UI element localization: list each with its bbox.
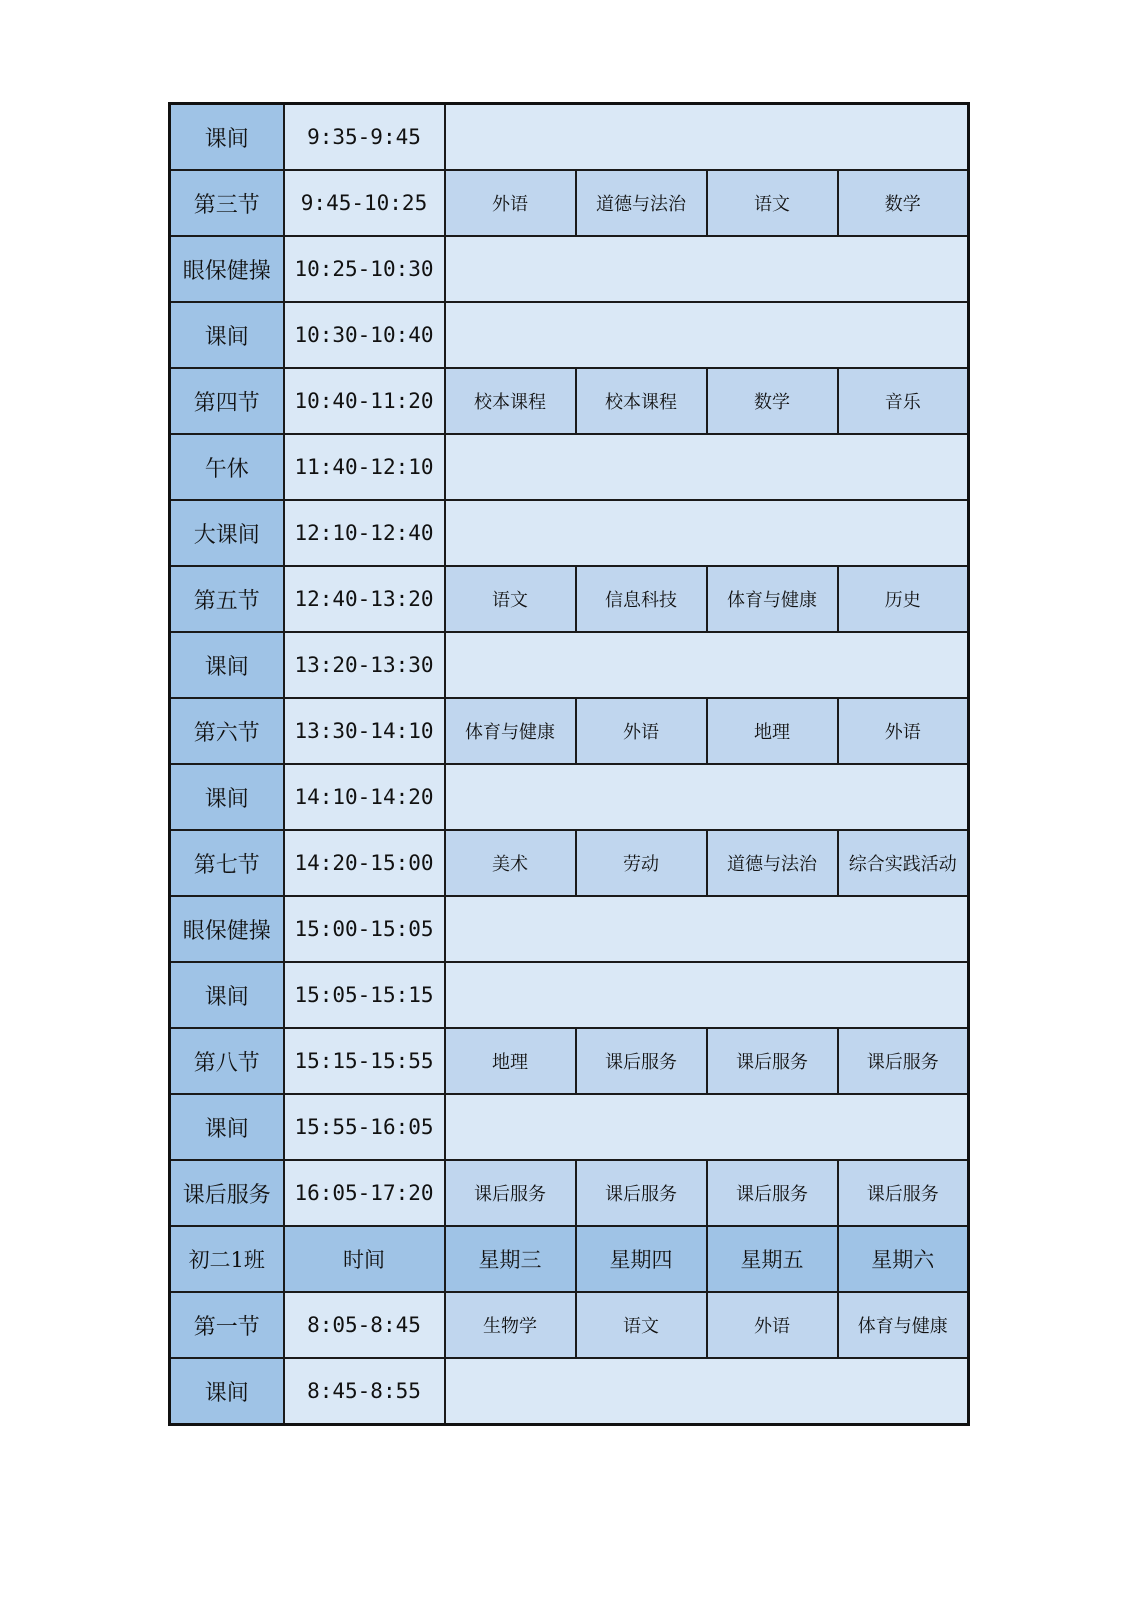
subject-cell: 美术 [445, 830, 576, 896]
subject-cell: 道德与法治 [576, 170, 707, 236]
break-cell [445, 632, 969, 698]
break-cell [445, 1094, 969, 1160]
period-label: 第七节 [170, 830, 284, 896]
period-time: 14:10-14:20 [284, 764, 445, 830]
period-time: 10:25-10:30 [284, 236, 445, 302]
schedule-row [170, 368, 969, 434]
break-cell [445, 764, 969, 830]
period-label: 眼保健操 [170, 896, 284, 962]
period-label: 第一节 [170, 1292, 284, 1358]
subject-cell: 地理 [445, 1028, 576, 1094]
schedule-row [170, 104, 969, 171]
period-label: 第八节 [170, 1028, 284, 1094]
period-time: 13:20-13:30 [284, 632, 445, 698]
subject-cell: 语文 [707, 170, 838, 236]
subject-cell: 课后服务 [576, 1160, 707, 1226]
schedule-header-row [170, 1226, 969, 1292]
period-time: 15:15-15:55 [284, 1028, 445, 1094]
period-time: 8:05-8:45 [284, 1292, 445, 1358]
schedule-row [170, 1160, 969, 1226]
subject-cell: 校本课程 [576, 368, 707, 434]
subject-cell: 语文 [576, 1292, 707, 1358]
subject-cell: 校本课程 [445, 368, 576, 434]
period-time: 10:30-10:40 [284, 302, 445, 368]
subject-cell: 数学 [707, 368, 838, 434]
period-time: 14:20-15:00 [284, 830, 445, 896]
period-label: 课间 [170, 1094, 284, 1160]
break-cell [445, 434, 969, 500]
period-time: 9:45-10:25 [284, 170, 445, 236]
weekday-header: 星期五 [707, 1226, 838, 1292]
schedule-row [170, 302, 969, 368]
subject-cell: 外语 [445, 170, 576, 236]
schedule-row [170, 962, 969, 1028]
schedule-row [170, 764, 969, 830]
period-label: 第六节 [170, 698, 284, 764]
schedule-row [170, 1358, 969, 1425]
schedule-row [170, 566, 969, 632]
time-column-header: 时间 [284, 1226, 445, 1292]
schedule-row [170, 698, 969, 764]
subject-cell: 综合实践活动 [838, 830, 969, 896]
period-label: 课间 [170, 632, 284, 698]
class-schedule-table [168, 102, 970, 1426]
schedule-row [170, 1028, 969, 1094]
period-time: 9:35-9:45 [284, 104, 445, 171]
period-time: 15:05-15:15 [284, 962, 445, 1028]
schedule-row [170, 236, 969, 302]
schedule-row [170, 500, 969, 566]
period-time: 10:40-11:20 [284, 368, 445, 434]
period-label: 第四节 [170, 368, 284, 434]
period-label: 课间 [170, 1358, 284, 1425]
subject-cell: 信息科技 [576, 566, 707, 632]
period-time: 15:00-15:05 [284, 896, 445, 962]
break-cell [445, 302, 969, 368]
schedule-row [170, 896, 969, 962]
break-cell [445, 962, 969, 1028]
weekday-header: 星期三 [445, 1226, 576, 1292]
period-time: 8:45-8:55 [284, 1358, 445, 1425]
subject-cell: 劳动 [576, 830, 707, 896]
period-label: 第三节 [170, 170, 284, 236]
subject-cell: 课后服务 [576, 1028, 707, 1094]
schedule-body [170, 104, 969, 1425]
period-label: 课间 [170, 764, 284, 830]
break-cell [445, 1358, 969, 1425]
period-label: 课后服务 [170, 1160, 284, 1226]
break-cell [445, 500, 969, 566]
class-name: 初二1班 [170, 1226, 284, 1292]
break-cell [445, 236, 969, 302]
period-label: 课间 [170, 104, 284, 171]
subject-cell: 数学 [838, 170, 969, 236]
period-label: 眼保健操 [170, 236, 284, 302]
period-time: 12:40-13:20 [284, 566, 445, 632]
schedule-row [170, 434, 969, 500]
subject-cell: 课后服务 [707, 1028, 838, 1094]
subject-cell: 课后服务 [838, 1160, 969, 1226]
period-label: 课间 [170, 962, 284, 1028]
weekday-header: 星期四 [576, 1226, 707, 1292]
break-cell [445, 896, 969, 962]
subject-cell: 音乐 [838, 368, 969, 434]
schedule-row [170, 1292, 969, 1358]
subject-cell: 课后服务 [445, 1160, 576, 1226]
subject-cell: 历史 [838, 566, 969, 632]
period-time: 11:40-12:10 [284, 434, 445, 500]
subject-cell: 体育与健康 [707, 566, 838, 632]
subject-cell: 地理 [707, 698, 838, 764]
subject-cell: 外语 [707, 1292, 838, 1358]
subject-cell: 道德与法治 [707, 830, 838, 896]
period-time: 15:55-16:05 [284, 1094, 445, 1160]
subject-cell: 课后服务 [838, 1028, 969, 1094]
period-label: 午休 [170, 434, 284, 500]
period-label: 课间 [170, 302, 284, 368]
schedule-row [170, 1094, 969, 1160]
period-time: 16:05-17:20 [284, 1160, 445, 1226]
subject-cell: 外语 [576, 698, 707, 764]
period-time: 12:10-12:40 [284, 500, 445, 566]
break-cell [445, 104, 969, 171]
schedule-row [170, 170, 969, 236]
schedule-row [170, 830, 969, 896]
weekday-header: 星期六 [838, 1226, 969, 1292]
period-label: 第五节 [170, 566, 284, 632]
period-label: 大课间 [170, 500, 284, 566]
period-time: 13:30-14:10 [284, 698, 445, 764]
schedule-row [170, 632, 969, 698]
subject-cell: 语文 [445, 566, 576, 632]
subject-cell: 课后服务 [707, 1160, 838, 1226]
subject-cell: 体育与健康 [838, 1292, 969, 1358]
subject-cell: 生物学 [445, 1292, 576, 1358]
subject-cell: 体育与健康 [445, 698, 576, 764]
subject-cell: 外语 [838, 698, 969, 764]
